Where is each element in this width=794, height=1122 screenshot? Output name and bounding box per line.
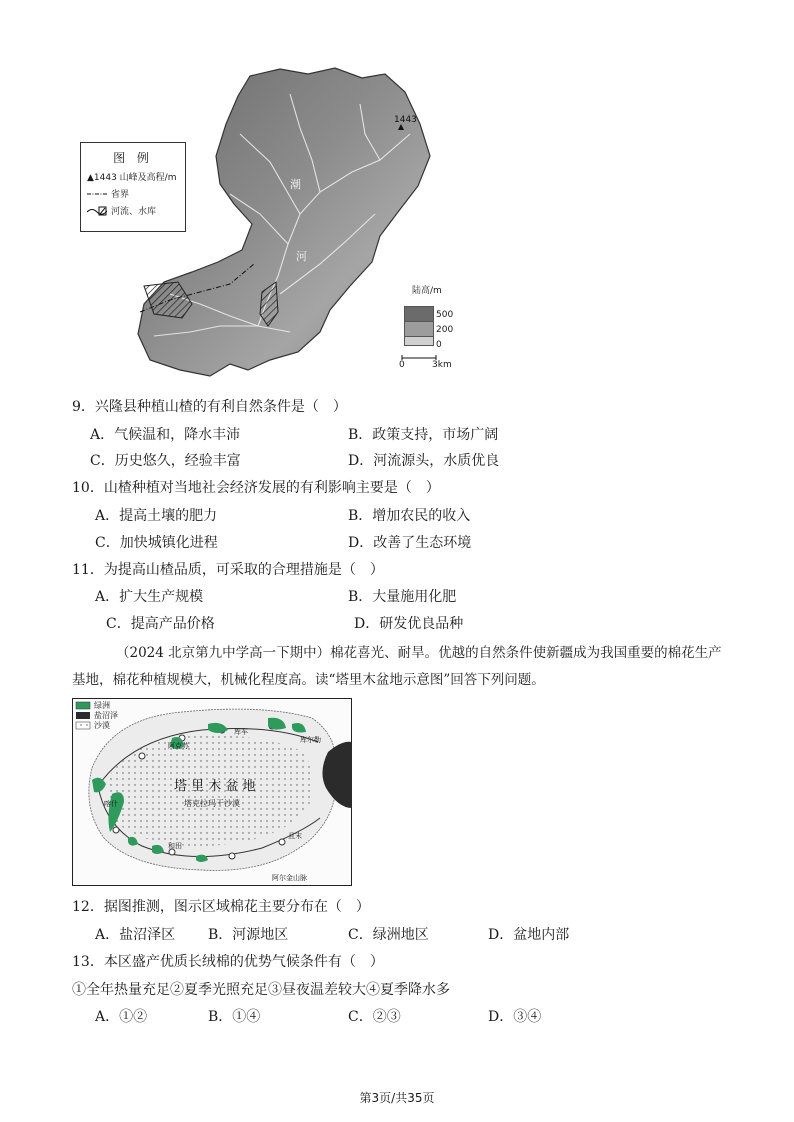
elevation-label-0: 0 — [436, 340, 442, 350]
legend-row-border — [87, 187, 185, 200]
q10-stem: 10．山楂种植对当地社会经济发展的有利影响主要是（ ） — [72, 480, 440, 496]
q11-option-b[interactable]: B．大量施用化肥 — [348, 589, 457, 605]
legend-row-peak — [87, 170, 185, 183]
q12-option-a[interactable]: A．盐沼泽区 — [95, 927, 176, 943]
q10-option-d[interactable]: D．改善了生态环境 — [348, 535, 472, 551]
river-reservoir-icon — [87, 206, 107, 216]
elevation-swatch-mid — [404, 321, 434, 337]
elevation-label-200: 200 — [436, 325, 454, 335]
q12-option-c[interactable]: C．绿洲地区 — [348, 927, 429, 943]
scale-start-label: 0 — [399, 360, 405, 370]
q12-option-d[interactable]: D．盆地内部 — [488, 927, 570, 943]
legend-oasis: 绿洲 — [94, 701, 110, 710]
q13-option-d[interactable]: D．③④ — [488, 1009, 542, 1025]
q9-option-c[interactable]: C．历史悠久，经验丰富 — [90, 453, 241, 469]
q11-stem: 11．为提高山楂品质，可采取的合理措施是（ ） — [72, 562, 384, 578]
q13-statements: ①全年热量充足②夏季光照充足③昼夜温差较大④夏季降水多 — [72, 982, 450, 998]
place-hotan: 和田 — [168, 842, 182, 850]
q12-stem: 12．据图推测，图示区域棉花主要分布在（ ） — [72, 899, 370, 915]
border-mountain-label: 阿尔金山脉 — [272, 874, 307, 882]
elevation-legend-title: 陆高/m — [412, 286, 442, 296]
place-korla: 库尔勒 — [300, 736, 321, 744]
scale-end-label: 3km — [432, 360, 452, 370]
legend-row-river — [87, 204, 185, 217]
basin-label: 塔 里 木 盆 地 — [174, 779, 256, 794]
q11-option-c[interactable]: C．提高产品价格 — [106, 616, 215, 632]
legend-peak-text: ▲1443 山峰及高程/m — [87, 173, 177, 183]
place-aksu: 阿克苏 — [168, 742, 189, 750]
q10-option-a[interactable]: A．提高土壤的肥力 — [95, 508, 218, 524]
q9-option-d[interactable]: D．河流源头，水质优良 — [348, 453, 500, 469]
q12-option-b[interactable]: B．河源地区 — [208, 927, 289, 943]
legend-river-text: 河流、水库 — [111, 207, 157, 217]
river-char-2: 河 — [296, 250, 307, 263]
place-kuqa: 库车 — [234, 728, 248, 736]
q13-option-a[interactable]: A．①② — [95, 1009, 148, 1025]
river-char-1: 潮 — [290, 178, 301, 191]
q13-option-c[interactable]: C．②③ — [348, 1009, 401, 1025]
q11-option-a[interactable]: A．扩大生产规模 — [95, 589, 204, 605]
page-footer: 第3页/共35页 — [359, 1091, 435, 1105]
q9-option-b[interactable]: B．政策支持，市场广阔 — [348, 427, 499, 443]
elevation-swatch-low — [404, 336, 434, 346]
place-kashgar: 喀什 — [104, 800, 118, 808]
q11-option-d[interactable]: D．研发优良品种 — [354, 616, 464, 632]
legend-title: 图 例 — [113, 151, 153, 165]
tarim-basin-map — [72, 698, 352, 886]
legend-salt-marsh: 盐沼泽 — [94, 711, 118, 720]
elevation-swatch-high — [404, 306, 434, 322]
elevation-label-500: 500 — [436, 310, 454, 320]
q13-option-b[interactable]: B．①④ — [208, 1009, 261, 1025]
place-qiemo: 且末 — [288, 832, 302, 840]
tarim-intro-paragraph: （2024 北京第九中学高一下期中）棉花喜光、耐旱。优越的自然条件使新疆成为我国重要的棉花生产基地，棉花种植规模大，机械化程度高。读“塔里木盆地示意图”回答下列问题。 — [72, 645, 722, 688]
map1-legend — [80, 142, 186, 232]
q10-option-b[interactable]: B．增加农民的收入 — [348, 508, 471, 524]
peak-elevation-label: 1443 — [394, 115, 417, 125]
q13-stem: 13．本区盛产优质长绒棉的优势气候条件有（ ） — [72, 954, 384, 970]
q9-option-a[interactable]: A．气候温和，降水丰沛 — [90, 427, 241, 443]
border-line-icon — [87, 191, 107, 197]
desert-label: 塔克拉玛干沙漠 — [184, 799, 240, 808]
q9-stem: 9．兴隆县种植山楂的有利自然条件是（ ） — [72, 399, 347, 415]
legend-desert: 沙漠 — [94, 721, 110, 730]
q10-option-c[interactable]: C．加快城镇化进程 — [95, 535, 218, 551]
legend-border-text: 省界 — [111, 190, 130, 200]
